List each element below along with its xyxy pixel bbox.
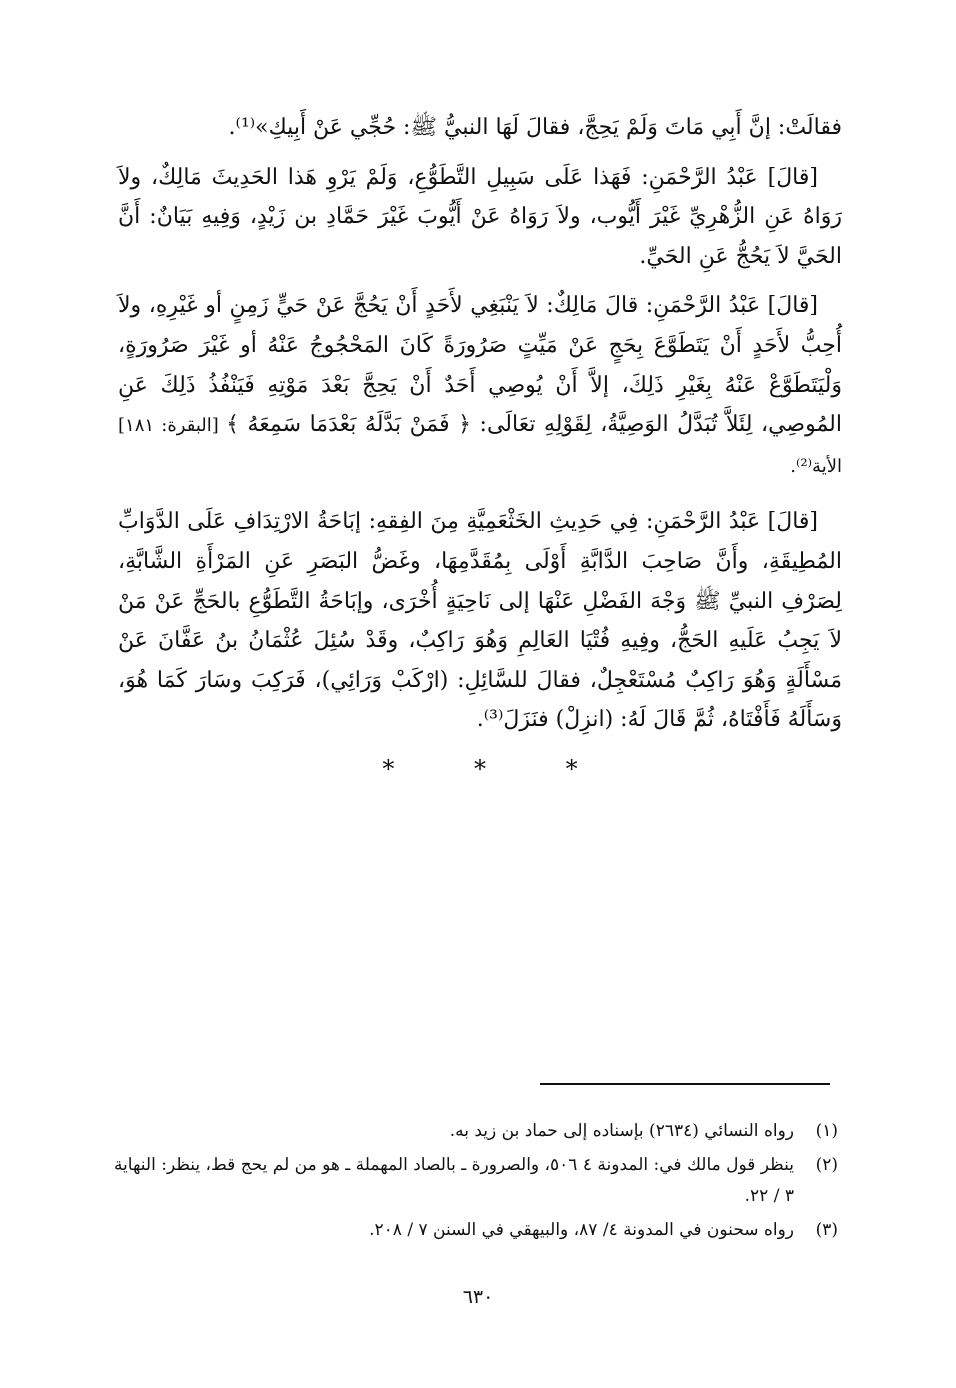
paragraph-3 [118, 286, 842, 486]
footnote-divider [540, 1083, 830, 1085]
footnotes [112, 1116, 838, 1249]
footnote-number: (١) [815, 1121, 838, 1141]
paragraph-4: [قالَ] عَبْدُ الرَّحْمَنِ: فِي حَدِيثِ الخَثْعَمِيَّةِ مِنَ الفِقهِ: إبَاحَةُ الارْتِدَافِ عَلَى الدَّوَابِّ المُطِيقَةِ، وأَنَّ صَاحِبَ الدَّابَّةِ أَوْلَى بِمُقَدَّمِهَا، وغَضُّ البَصَرِ عَنِ المَرْأَةِ الشَّابَّةِ، لِصَرْفِ النبيِّ ﷺ وَجْهَ الفَضْلِ عَنْهَا إلى نَاحِيَةٍ أُخْرَى، وإبَاحَةُ التَّطَوُّعِ بالحَجِّ عَنْ مَنْ لاَ يَجِبُ عَلَيهِ الحَجُّ، وفِيهِ فُتْيَا العَالِمِ وَهُوَ رَاكِبٌ، وقَدْ سُئِلَ عُثْمَانُ بنُ عَفَّانَ عَنْ مَسْأَلَةٍ وَهُوَ رَاكِبٌ مُسْتَعْجِلٌ، فقالَ للسَّائِلِ: (ارْكَبْ وَرَائِي)، فَرَكِبَ وسَارَ كَمَا هُوَ، وَسَأَلَهُ فَأَفْتَاهُ، ثُمَّ قَالَ لَهُ: (انزِلْ) فنَزَلَ⁽³⁾. [118, 509, 842, 733]
paragraph-1: فقالَتْ: إنَّ أَبِي مَاتَ وَلَمْ يَحِجَّ، فقالَ لَهَا النبيُّ ﷺ: حُجِّي عَنْ أَبِيكِ»⁽¹⁾. [228, 115, 842, 140]
quran-verse: ﴿ فَمَنْ بَدَّلَهُ بَعْدَمَا سَمِعَهُ ﴾ [226, 412, 472, 438]
section-separator: * * * [382, 754, 614, 783]
paragraph-2: [قالَ] عَبْدُ الرَّحْمَنِ: فَهَذا عَلَى سَبِيلِ التَّطَوُّعِ، وَلَمْ يَرْوِ هَذا الحَدِيثَ مَالِكٌ، ولاَ رَوَاهُ عَنِ الزُّهْرِيِّ غَيْرَ أَيُّوب، ولاَ رَوَاهُ عَنْ أَيُّوبَ غَيْرَ حَمَّادِ بن زَيْدٍ، وَفِيهِ بَيَانٌ: أَنَّ الحَيَّ لاَ يَحُجُّ عَنِ الحَيِّ. [118, 164, 842, 269]
paragraph-3-text: [قالَ] عَبْدُ الرَّحْمَنِ: قالَ مَالِكٌ: لاَ يَنْبَغِي لأَحَدٍ أَنْ يَحُجَّ عَنْ حَيٍّ زَمِنٍ أو غَيْرِهِ، ولاَ أُحِبُّ لأَحَدٍ أَنْ يَتَطَوَّعَ بِحَجٍ عَنْ مَيِّتٍ صَرُورَةً كَانَ المَحْجُوجُ عَنْهُ أو غَيْرَ صَرُورَةٍ، وَلْيَتَطَوَّعْ عَنْهُ بِغَيْرِ ذَلِكَ، إلاَّ أَنْ يُوصِي أَحَدٌ أَنْ يَحِجَّ بَعْدَ مَوْتِهِ فَيَنْفُذُ ذَلِكَ عَنِ المُوصِي، لِئَلاَّ تُبَدَّلُ الوَصِيَّةُ، لِقَوْلِهِ تعَالَى: [118, 293, 842, 438]
footnote-number: (٣) [815, 1220, 838, 1240]
footnote-3 [112, 1215, 838, 1246]
page-number: ٦٣٠ [462, 1286, 494, 1308]
footnote-text: رواه النسائي (٢٦٣٤) بإسناده إلى حماد بن زيد به. [449, 1121, 794, 1141]
footnote-2 [112, 1150, 838, 1212]
footnote-number: (٢) [815, 1155, 838, 1175]
footnote-text: رواه سحنون في المدونة ٤/ ٨٧، والبيهقي في السنن ٧ / ٢٠٨. [369, 1220, 794, 1240]
verse-reference: [البقرة: ١٨١] الأية⁽²⁾. [118, 415, 842, 477]
main-text [118, 108, 842, 790]
footnote-text: ينظر قول مالك في: المدونة ٤ ٥٠٦، والصرورة ـ بالصاد المهملة ـ هو من لم يحج قط، ينظر: النهاية ٣ / ٢٢. [113, 1155, 794, 1206]
footnote-1 [112, 1116, 838, 1147]
